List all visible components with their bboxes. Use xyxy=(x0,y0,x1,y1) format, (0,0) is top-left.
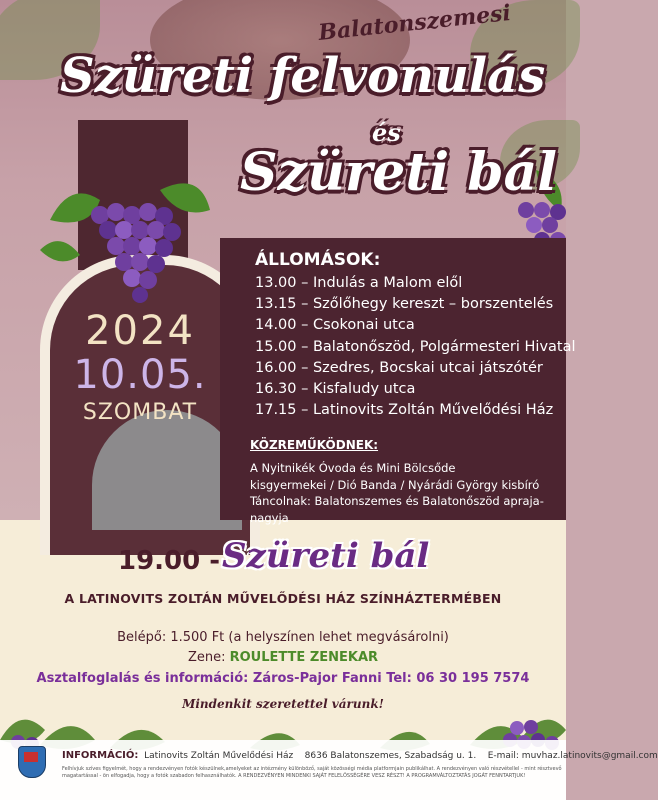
contributors-heading: KÖZREMŰKÖDNEK: xyxy=(250,438,379,452)
coat-of-arms-icon xyxy=(18,746,46,778)
station-item: 13.15 – Szőlőhegy kereszt – borszentelés xyxy=(255,296,554,313)
ball-time: 19.00 - xyxy=(118,546,221,576)
stations-heading: ÁLLOMÁSOK: xyxy=(255,250,381,270)
footer-address: 8636 Balatonszemes, Szabadság u. 1. xyxy=(304,751,477,761)
station-item: 13.00 – Indulás a Malom elől xyxy=(255,275,463,291)
contributors-list xyxy=(250,460,566,526)
footer-contact xyxy=(62,750,658,761)
place-name: Balatonszemesi xyxy=(317,0,513,47)
title-and: és xyxy=(372,118,401,147)
title-harvest-ball: Szüreti bál xyxy=(240,142,558,203)
footer-email[interactable]: E-mail: muvhaz.latinovits@gmail.com xyxy=(487,751,658,761)
contributor-line: kisgyermekei / Dió Banda / Nyárádi György kisbíró xyxy=(250,477,540,492)
footer-info-label: INFORMÁCIÓ: xyxy=(62,750,139,761)
contributor-line: A Nyitnikék Óvoda és Mini Bölcsőde xyxy=(250,461,456,475)
band-line xyxy=(0,650,566,665)
coat-of-arms-detail xyxy=(24,752,38,762)
event-date: 10.05. xyxy=(73,352,207,398)
ball-venue: A LATINOVITS ZOLTÁN MŰVELŐDÉSI HÁZ SZÍNHÁZTERMÉBEN xyxy=(64,591,502,606)
entry-fee: Belépő: 1.500 Ft (a helyszínen lehet megvásárolni) xyxy=(117,630,449,645)
station-item: 15.00 – Balatonőszöd, Polgármesteri Hivatal xyxy=(255,338,576,355)
contributor-line: Táncolnak: Balatonszemes és Balatonőszöd apraja-nagyja xyxy=(250,494,544,525)
station-item: 14.00 – Csokonai utca xyxy=(255,317,415,334)
band-name: ROULETTE ZENEKAR xyxy=(229,650,379,665)
title-harvest-parade: Szüreti felvonulás xyxy=(60,48,546,104)
reservation-info: Asztalfoglalás és információ: Záros-Pajor Fanni Tel: 06 30 195 7574 xyxy=(36,671,530,686)
station-item: 17.15 – Latinovits Zoltán Művelődési Ház xyxy=(255,402,554,419)
station-item: 16.30 – Kisfaludy utca xyxy=(255,381,416,398)
event-weekday: SZOMBAT xyxy=(82,400,198,425)
footer-org: Latinovits Zoltán Művelődési Ház xyxy=(144,751,294,761)
band-label: Zene: xyxy=(187,650,226,665)
ball-title: Szüreti bál xyxy=(222,536,430,576)
station-item: 16.00 – Szedres, Bocskai utcai játszótér xyxy=(255,359,543,376)
welcome-text: Mindenkit szeretettel várunk! xyxy=(182,697,384,711)
grape-bunch-left xyxy=(40,160,220,310)
event-year: 2024 xyxy=(85,308,195,354)
stations-list xyxy=(255,273,576,421)
footer-disclaimer: Felhívjuk szíves figyelmét, hogy a rendezvényen fotók készülnek,amelyeket az intézmény különböző, saját közösségi média platformjain publikálhat. A rendezvényen való részvétellel - mint résztvevő magatartással - ön elfogadja, hogy a fotók szabadon felhasználhatók. A RENDEZVÉNYEN MINDENKI SAJÁT FELELŐSSÉGÉRE VESZ RÉSZT! A PROGRAMVÁLTOZTATÁS JOGÁT FENNTARTJUK! xyxy=(62,766,562,779)
grapes xyxy=(91,203,181,303)
